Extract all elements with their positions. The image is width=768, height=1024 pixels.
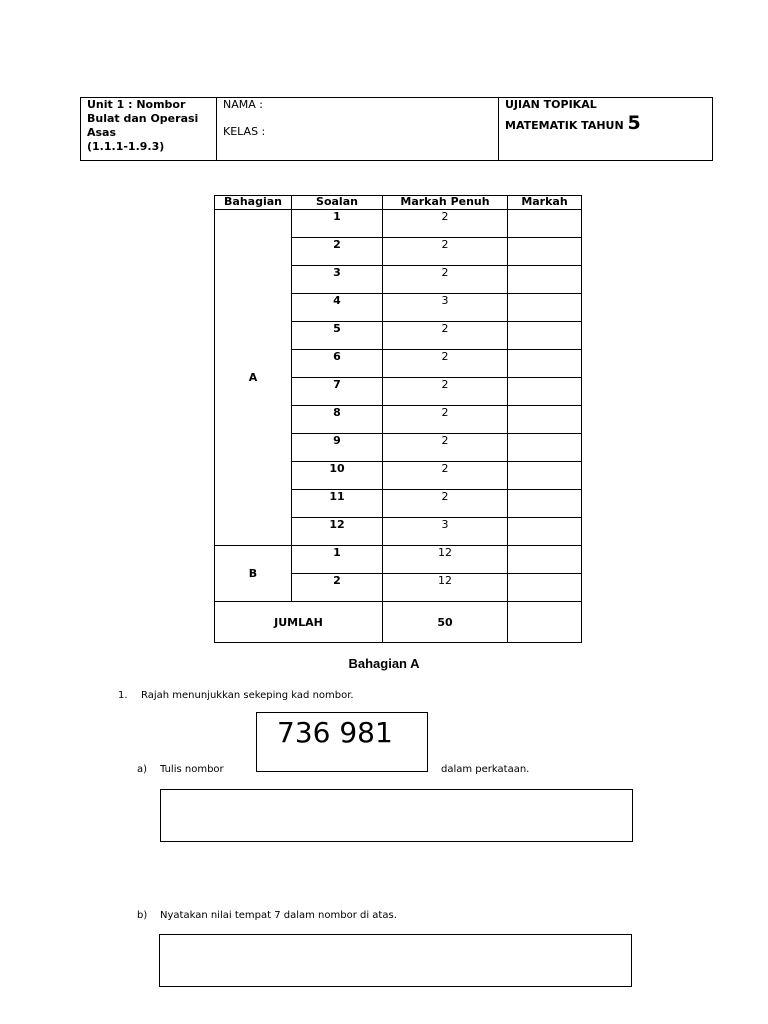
markah-cell[interactable] [508,294,582,322]
markah-penuh-cell: 2 [383,238,508,266]
markah-cell[interactable] [508,210,582,238]
markah-cell[interactable] [508,322,582,350]
soalan-cell: 5 [292,322,383,350]
soalan-cell: 3 [292,266,383,294]
soalan-cell: 8 [292,406,383,434]
question-number: 1. [118,690,128,701]
soalan-cell: 10 [292,462,383,490]
table-row [215,210,582,238]
markah-cell[interactable] [508,406,582,434]
markah-cell[interactable] [508,546,582,574]
card-number: 736 981 [277,716,393,749]
markah-penuh-cell: 2 [383,210,508,238]
section-b-cell: B [215,546,292,602]
markah-cell[interactable] [508,434,582,462]
markah-penuh-cell: 2 [383,322,508,350]
part-a-label: a) [137,764,148,775]
col-header-markah-penuh: Markah Penuh [383,196,508,210]
markah-cell[interactable] [508,574,582,602]
student-info [217,98,499,160]
markah-cell[interactable] [508,462,582,490]
nama-label: NAMA : [223,98,263,111]
markah-penuh-cell: 2 [383,406,508,434]
table-row [215,546,582,574]
markah-cell[interactable] [508,238,582,266]
col-header-soalan: Soalan [292,196,383,210]
markah-penuh-cell: 3 [383,294,508,322]
jumlah-label: JUMLAH [215,602,383,643]
markah-cell[interactable] [508,490,582,518]
unit-title: Unit 1 : Nombor Bulat dan Operasi Asas (1.1.1-1.9.3) [81,98,217,160]
marks-table [214,195,582,643]
part-b-text: Nyatakan nilai tempat 7 dalam nombor di atas. [160,910,397,921]
markah-cell[interactable] [508,266,582,294]
markah-penuh-cell: 2 [383,434,508,462]
part-b-label: b) [137,910,148,921]
kelas-label: KELAS : [223,125,266,138]
markah-cell[interactable] [508,378,582,406]
col-header-markah: Markah [508,196,582,210]
section-a-cell: A [215,210,292,546]
soalan-cell: 2 [292,238,383,266]
markah-penuh-cell: 3 [383,518,508,546]
subject-line [505,112,641,134]
soalan-cell: 12 [292,518,383,546]
markah-penuh-cell: 2 [383,350,508,378]
part-a-text-before: Tulis nombor [160,764,224,775]
jumlah-value: 50 [383,602,508,643]
soalan-cell: 11 [292,490,383,518]
markah-penuh-cell: 2 [383,266,508,294]
soalan-cell: 6 [292,350,383,378]
year-number: 5 [627,112,641,134]
markah-cell[interactable] [508,518,582,546]
total-row [215,602,582,643]
table-header-row [215,196,582,210]
markah-penuh-cell: 12 [383,574,508,602]
soalan-cell: 2 [292,574,383,602]
markah-penuh-cell: 2 [383,462,508,490]
col-header-bahagian: Bahagian [215,196,292,210]
answer-box-b[interactable] [159,934,632,987]
header-box [80,97,713,161]
markah-penuh-cell: 2 [383,490,508,518]
soalan-cell: 4 [292,294,383,322]
part-a-text-after: dalam perkataan. [441,764,530,775]
marks-table-body [215,196,582,643]
question-text: Rajah menunjukkan sekeping kad nombor. [141,690,354,701]
soalan-cell: 9 [292,434,383,462]
subject-label: MATEMATIK TAHUN [505,119,624,132]
soalan-cell: 7 [292,378,383,406]
exam-info [499,98,712,160]
jumlah-markah-cell[interactable] [508,602,582,643]
soalan-cell: 1 [292,546,383,574]
markah-penuh-cell: 12 [383,546,508,574]
markah-penuh-cell: 2 [383,378,508,406]
markah-cell[interactable] [508,350,582,378]
answer-box-a[interactable] [160,789,633,842]
section-title: Bahagian A [348,656,420,671]
soalan-cell: 1 [292,210,383,238]
exam-title: UJIAN TOPIKAL [505,98,597,111]
